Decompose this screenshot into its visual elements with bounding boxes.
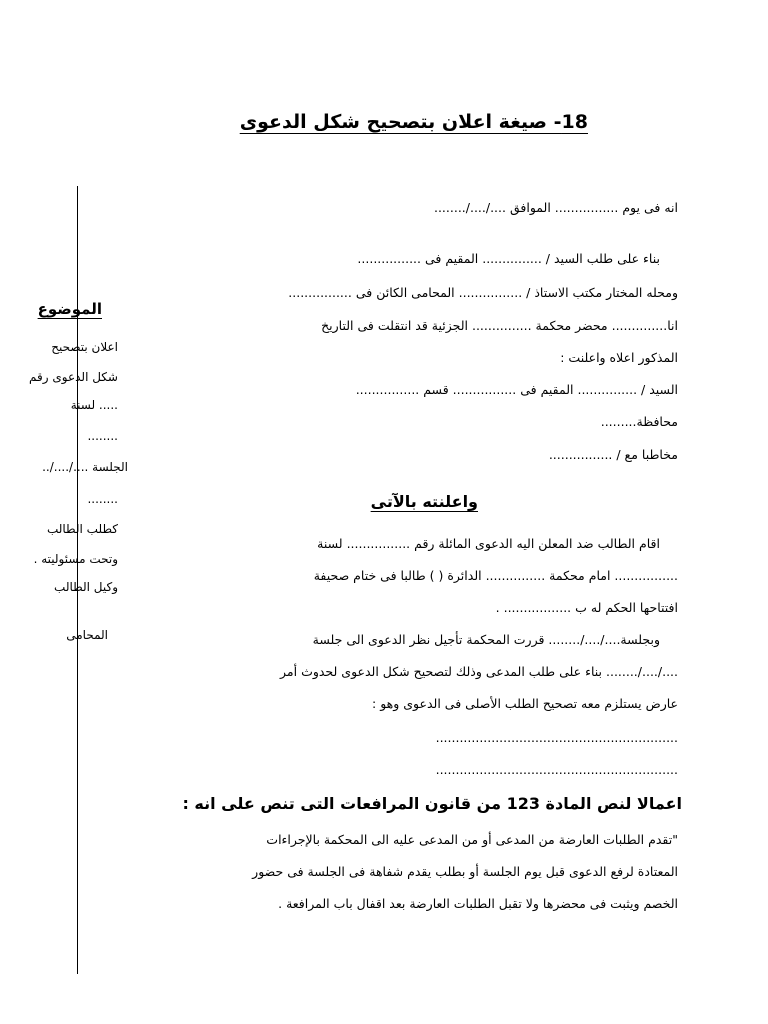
sidebar-line: شكل الدعوى رقم [29, 370, 118, 384]
body-line: عارض يستلزم معه تصحيح الطلب الأصلى فى الدعوى وهو : [372, 696, 678, 711]
quote-line: "تقدم الطلبات العارضة من المدعى أو من المدعى عليه الى المحكمة بالإجراءات [266, 832, 678, 847]
quote-line: الخصم ويثبت فى محضرها ولا تقبل الطلبات العارضة بعد اقفال باب المرافعة . [278, 896, 678, 911]
body-line: مخاطبا مع / ................ [548, 447, 678, 462]
sidebar-line: المحامى [66, 628, 108, 642]
sidebar-line: ........ [87, 492, 118, 506]
sidebar-line: كطلب الطالب [46, 522, 118, 536]
sidebar-line: ........ [87, 429, 118, 443]
article-heading: اعمالا لنص المادة 123 من قانون المرافعات التى تنص على انه : [182, 794, 682, 813]
document-title: 18- صيغة اعلان بتصحيح شكل الدعوى [239, 111, 588, 133]
body-line: انه فى يوم ................ الموافق ..../..../........ [433, 200, 678, 215]
dotted-line: ............................................................. [435, 730, 678, 745]
sidebar-title: الموضوع [37, 300, 102, 318]
body-line: السيد / ............... المقيم فى ................ قسم ................ [355, 382, 678, 397]
body-line: افتتاحها الحكم له ب ................. . [495, 600, 678, 615]
body-line: انا.............. محضر محكمة ............... الجزئية قد انتقلت فى التاريخ [321, 318, 678, 333]
body-line: اقام الطالب ضد المعلن اليه الدعوى المائلة رقم ................ لسنة [317, 536, 660, 551]
body-line: ومحله المختار مكتب الاستاذ / ................ المحامى الكائن فى ................ [288, 285, 678, 300]
sidebar-line: ..... لسنة [70, 398, 118, 412]
body-line: بناء على طلب السيد / ............... المقيم فى ................ [357, 251, 660, 266]
body-line: محافظة......... [600, 414, 678, 429]
sidebar-line: الجلسة ..../..../.. [42, 460, 128, 474]
body-line: ..../..../........ بناء على طلب المدعى وذلك لتصحيح شكل الدعوى لحدوث أمر [280, 664, 678, 679]
quote-line: المعتادة لرفع الدعوى قبل يوم الجلسة أو بطلب يقدم شفاهة فى الجلسة فى حضور [252, 864, 678, 879]
body-line: ................ امام محكمة ............... الدائرة ( ) طالبا فى ختام صحيفة [313, 568, 678, 583]
section-subheading: واعلنته بالآتى [370, 492, 478, 511]
sidebar-line: اعلان بتصحيح [51, 340, 118, 354]
sidebar-line: وتحت مسئوليته . [33, 552, 118, 566]
sidebar-line: وكيل الطالب [54, 580, 118, 594]
body-line: المذكور اعلاه واعلنت : [560, 350, 678, 365]
dotted-line: ............................................................. [435, 762, 678, 777]
body-line: وبجلسة..../..../........ قررت المحكمة تأجيل نظر الدعوى الى جلسة [312, 632, 660, 647]
